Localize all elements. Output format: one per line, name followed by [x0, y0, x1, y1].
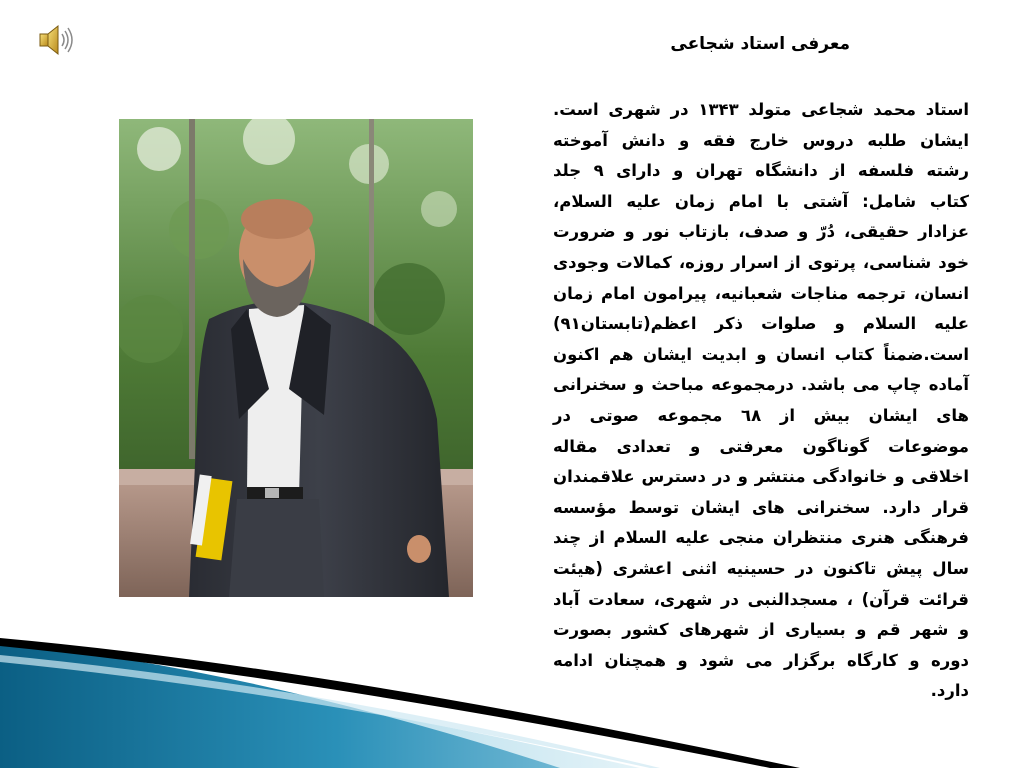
slide-title: معرفی استاد شجاعی [670, 34, 850, 54]
biography-text: استاد محمد شجاعی متولد ۱۳۴۳ در شهری است. ایشان طلبه دروس خارج فقه و دانش آموخته رشته فلسفه از دانشگاه تهران و دارای ۹ جلد کتاب شامل: آشتی با امام زمان علیه السلام، عزادار حقیقی، دُرّ و صدف، بازتاب نور و ضرورت خود شناسی، پرتوی از اسرار روزه، کمالات وجودی انسان، ترجمه مناجات شعبانیه، پیرامون امام زمان علیه السلام و صلوات ذکر اعظم(تابستان۹۱) است.ضمناً کتاب انسان و ابدیت ایشان هم اکنون آماده چاپ می باشد. درمجموعه مباحث و سخنرانی های ایشان بیش از ٦٨ مجموعه صوتی در موضوعات گوناگون معرفتی و تعدادی مقاله اخلاقی و خانوادگی منتشر و در دسترس علاقمندان قرار دارد. سخنرانی های ایشان توسط مؤسسه فرهنگی هنری منتظران منجی علیه السلام از چند سال پیش تاکنون در حسینیه اثنی اعشری (هیئت قرائت قرآن) ، مسجدالنبی در شهری، سعادت آباد و شهر قم و بسیاری از شهرهای کشور بصورت دوره و کارگاه برگزار می شود و همچنان ادامه دارد. [553, 100, 969, 701]
portrait-photo [119, 119, 473, 597]
speaker-icon[interactable] [36, 22, 76, 58]
decorative-waves [0, 600, 1024, 768]
